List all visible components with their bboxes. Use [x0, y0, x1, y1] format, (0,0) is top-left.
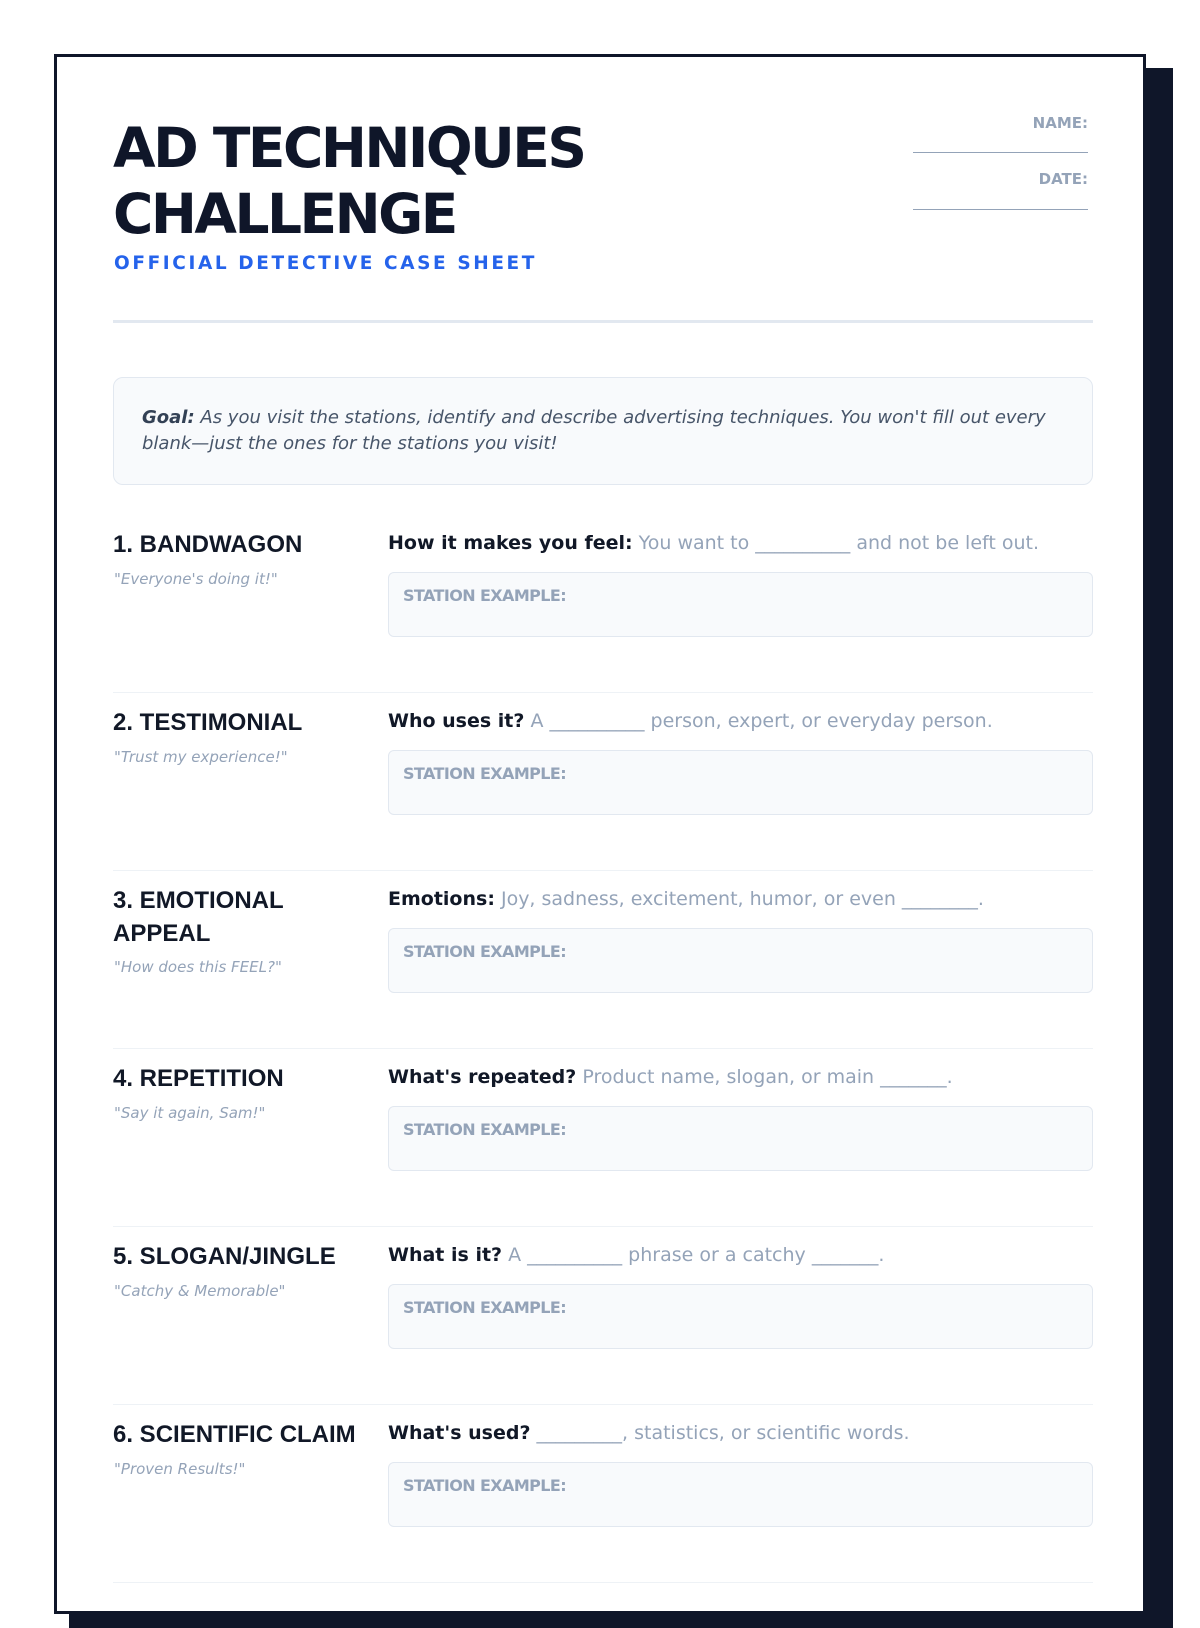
station-example-label: STATION EXAMPLE:	[403, 942, 566, 961]
station-example-field[interactable]	[388, 1284, 1093, 1349]
date-label: DATE:	[1038, 170, 1088, 188]
technique-prompt	[388, 706, 1093, 736]
technique-name: 3. EMOTIONAL APPEAL	[113, 887, 284, 947]
station-example-label: STATION EXAMPLE:	[403, 586, 566, 605]
station-example-field[interactable]	[388, 572, 1093, 637]
technique-quote: "Proven Results!"	[114, 1460, 246, 1478]
prompt-text: A __________ phrase or a catchy _______.	[502, 1244, 885, 1266]
prompt-text: Product name, slogan, or main _______.	[576, 1066, 953, 1088]
prompt-text: _________, statistics, or scientific words.	[530, 1422, 910, 1444]
technique-name: 5. SLOGAN/JINGLE	[113, 1243, 336, 1270]
prompt-label: What's used?	[388, 1422, 531, 1444]
technique-prompt	[388, 1418, 1093, 1448]
prompt-label: Who uses it?	[388, 710, 525, 732]
technique-quote: "Everyone's doing it!"	[114, 570, 278, 588]
technique-row-scientific-claim	[113, 1418, 1093, 1600]
prompt-text: You want to __________ and not be left out.	[632, 532, 1040, 554]
row-divider	[113, 1404, 1093, 1405]
station-example-label: STATION EXAMPLE:	[403, 1298, 566, 1317]
goal-text: As you visit the stations, identify and describe advertising techniques. You won't fill out every blank—just the ones for the stations you visit!	[142, 407, 1046, 454]
technique-row-repetition	[113, 1062, 1093, 1244]
technique-row-testimonial	[113, 706, 1093, 888]
technique-prompt	[388, 528, 1093, 558]
technique-name: 6. SCIENTIFIC CLAIM	[113, 1421, 356, 1448]
station-example-field[interactable]	[388, 928, 1093, 993]
row-divider	[113, 1048, 1093, 1049]
prompt-label: Emotions:	[388, 888, 495, 910]
date-field[interactable]	[913, 209, 1088, 210]
goal-box	[113, 377, 1093, 485]
row-divider	[113, 692, 1093, 693]
page-title	[113, 115, 753, 247]
station-example-label: STATION EXAMPLE:	[403, 1120, 566, 1139]
technique-quote: "Catchy & Memorable"	[114, 1282, 286, 1300]
page-subtitle: OFFICIAL DETECTIVE CASE SHEET	[114, 253, 538, 274]
technique-prompt	[388, 1062, 1093, 1092]
technique-quote: "Say it again, Sam!"	[114, 1104, 266, 1122]
station-example-label: STATION EXAMPLE:	[403, 764, 566, 783]
title-line-1: AD TECHNIQUES	[113, 116, 585, 180]
prompt-label: How it makes you feel:	[388, 532, 633, 554]
station-example-field[interactable]	[388, 750, 1093, 815]
technique-name: 1. BANDWAGON	[113, 531, 303, 558]
technique-row-bandwagon	[113, 528, 1093, 710]
technique-prompt	[388, 1240, 1093, 1270]
station-example-field[interactable]	[388, 1106, 1093, 1171]
title-line-2: CHALLENGE	[113, 182, 456, 246]
goal-label: Goal:	[142, 407, 195, 428]
name-label: NAME:	[1032, 114, 1088, 132]
worksheet	[54, 54, 1146, 1614]
header-divider	[113, 320, 1093, 323]
row-divider	[113, 1226, 1093, 1227]
technique-row-emotional-appeal	[113, 884, 1093, 1066]
prompt-text: A __________ person, expert, or everyday person.	[524, 710, 993, 732]
name-field[interactable]	[913, 152, 1088, 153]
technique-quote: "Trust my experience!"	[114, 748, 288, 766]
technique-row-slogan-jingle	[113, 1240, 1093, 1422]
row-divider	[113, 1582, 1093, 1583]
technique-quote: "How does this FEEL?"	[114, 958, 282, 976]
station-example-field[interactable]	[388, 1462, 1093, 1527]
prompt-text: Joy, sadness, excitement, humor, or even ________.	[494, 888, 984, 910]
technique-prompt	[388, 884, 1093, 914]
technique-name: 4. REPETITION	[113, 1065, 284, 1092]
station-example-label: STATION EXAMPLE:	[403, 1476, 566, 1495]
technique-name: 2. TESTIMONIAL	[113, 709, 303, 736]
row-divider	[113, 870, 1093, 871]
prompt-label: What's repeated?	[388, 1066, 577, 1088]
prompt-label: What is it?	[388, 1244, 503, 1266]
